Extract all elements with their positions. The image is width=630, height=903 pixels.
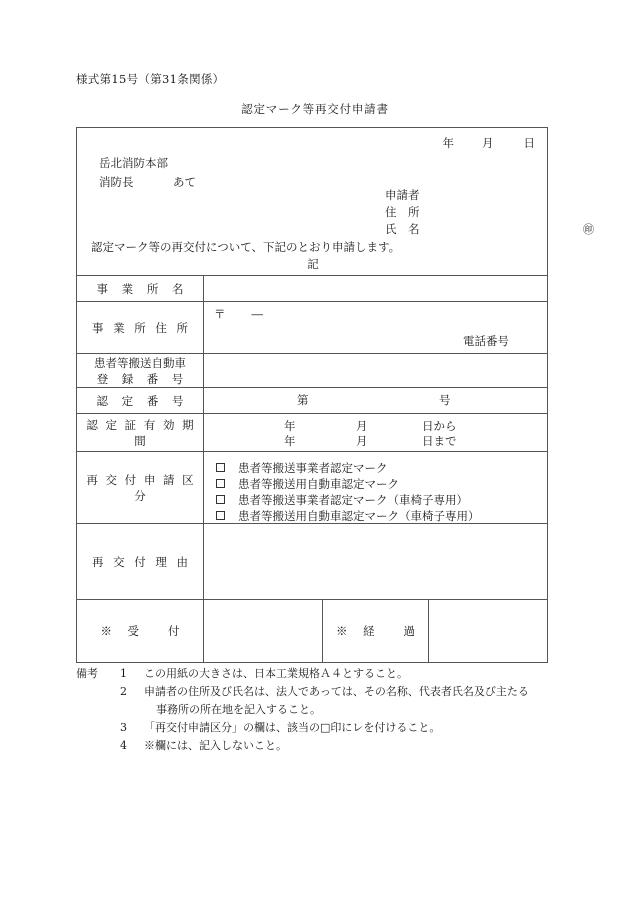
form-number: 様式第15号（第31条関係）: [76, 72, 225, 86]
checkbox-icon[interactable]: [216, 495, 225, 504]
remark-item-2: [76, 683, 576, 701]
applicant-name-row[interactable]: [385, 221, 594, 238]
validity-to-year: 年: [284, 434, 296, 448]
input-business-name[interactable]: [204, 276, 547, 301]
postal-code-line: [214, 306, 263, 322]
validity-from-month: 月: [356, 419, 368, 433]
label-certification-number: 認 定 番 号: [77, 388, 204, 413]
applicant-block: [385, 187, 594, 238]
remark-number-2: 2: [120, 685, 127, 698]
applicant-address-label: 住 所: [385, 205, 420, 219]
remark-number-4: 4: [120, 739, 127, 752]
postal-mark-icon: 〒: [214, 307, 226, 321]
input-business-address[interactable]: [204, 302, 547, 353]
checkbox-option-2[interactable]: [216, 476, 480, 492]
label-business-address: 事 業 所 住 所: [77, 302, 204, 353]
validity-period-to: [204, 434, 547, 449]
remark-number-3: 3: [120, 721, 127, 734]
postal-dash: ―: [251, 307, 263, 321]
row-certification-number: [77, 388, 547, 414]
checkbox-icon[interactable]: [216, 479, 225, 488]
validity-to-day: 日まで: [422, 434, 457, 448]
checkbox-icon[interactable]: [216, 511, 225, 520]
label-vehicle-registration-line1: 患者等搬送自動車: [94, 355, 186, 370]
certification-number-suffix: 号: [439, 393, 451, 407]
certification-number-prefix: 第: [297, 393, 309, 407]
label-validity-period: 認 定 証 有 効 期 間: [77, 414, 204, 451]
addressee-rank-line: [99, 173, 196, 192]
label-vehicle-registration-line2: 登 録 番 号: [96, 371, 185, 386]
date-month-label: 月: [482, 136, 494, 150]
label-official-accept: ※ 受 付: [77, 600, 204, 662]
remark-text-4: ※欄には、記入しないこと。: [144, 739, 287, 752]
validity-from-day: 日から: [422, 419, 457, 433]
remarks-section: [76, 665, 576, 755]
remarks-heading: 備考: [76, 667, 98, 680]
applicant-address-row[interactable]: [385, 204, 420, 221]
checkbox-label-4: 患者等搬送用自動車認定マーク（車椅子専用）: [238, 509, 480, 523]
label-vehicle-registration: [77, 354, 204, 387]
label-application-category: 再 交 付 申 請 区 分: [77, 452, 204, 523]
application-category-options: [204, 452, 547, 523]
document-title: 認定マーク等再交付申請書: [241, 102, 389, 116]
date-year-label: 年: [442, 136, 454, 150]
checkbox-label-3: 患者等搬送事業者認定マーク（車椅子専用）: [238, 493, 468, 507]
ki-marker: 記: [307, 257, 319, 271]
input-official-process[interactable]: [429, 600, 547, 662]
checkbox-group: [216, 460, 480, 524]
addressee-block: [99, 154, 196, 192]
addressee-organization: 岳北消防本部: [99, 156, 168, 170]
remark-item-1: [76, 665, 576, 683]
addressee-rank: 消防長: [99, 175, 134, 189]
remark-item-4: [76, 737, 576, 755]
input-official-accept[interactable]: [204, 600, 322, 662]
application-statement: 認定マーク等の再交付について、下記のとおり申請します。: [91, 240, 401, 254]
applicant-label: 申請者: [385, 188, 420, 202]
remark-item-3: [76, 719, 576, 737]
input-certification-number[interactable]: [204, 388, 547, 413]
checkbox-label-1: 患者等搬送事業者認定マーク: [238, 461, 388, 475]
label-official-process: ※ 経 過: [322, 600, 429, 662]
row-business-name: [77, 276, 547, 302]
remark-text-2-continuation: 事務所の所在地を記入すること。: [156, 703, 321, 716]
row-vehicle-registration: [77, 354, 547, 388]
checkbox-label-2: 患者等搬送用自動車認定マーク: [238, 477, 399, 491]
remark-text-1: この用紙の大きさは、日本工業規格Ａ４とすること。: [144, 667, 408, 680]
applicant-name-label: 氏 名: [385, 222, 420, 236]
row-reissue-reason: [77, 524, 547, 600]
input-reissue-reason[interactable]: [204, 524, 547, 599]
addressee-suffix: あて: [173, 175, 196, 189]
preamble-section: [77, 128, 594, 276]
label-business-name: 事 業 所 名: [77, 276, 204, 301]
row-official-use: [77, 600, 547, 662]
seal-icon: ㊞: [583, 223, 594, 236]
row-application-category: [77, 452, 547, 524]
input-validity-period[interactable]: [204, 414, 547, 451]
remark-number-1: 1: [120, 667, 127, 680]
remark-text-2: 申請者の住所及び氏名は、法人であっては、その名称、代表者氏名及び主たる: [144, 685, 529, 698]
telephone-label: 電話番号: [463, 334, 509, 348]
checkbox-option-1[interactable]: [216, 460, 480, 476]
checkbox-option-3[interactable]: [216, 492, 480, 508]
applicant-label-row: [385, 187, 420, 204]
row-validity-period: [77, 414, 547, 452]
label-reissue-reason: 再 交 付 理 由: [77, 524, 204, 599]
validity-to-month: 月: [356, 434, 368, 448]
validity-period-lines: [204, 419, 547, 449]
date-day-label: 日: [523, 136, 535, 150]
checkbox-icon[interactable]: [216, 463, 225, 472]
validity-period-from: [204, 419, 547, 434]
input-vehicle-registration[interactable]: [204, 354, 547, 387]
remark-text-3: 「再交付申請区分」の欄は、該当の□印にレを付けること。: [144, 721, 441, 734]
checkbox-option-4[interactable]: [216, 508, 480, 524]
application-form-table: [76, 127, 594, 663]
submission-date-line: [443, 135, 536, 151]
row-business-address: [77, 302, 547, 354]
validity-from-year: 年: [284, 419, 296, 433]
